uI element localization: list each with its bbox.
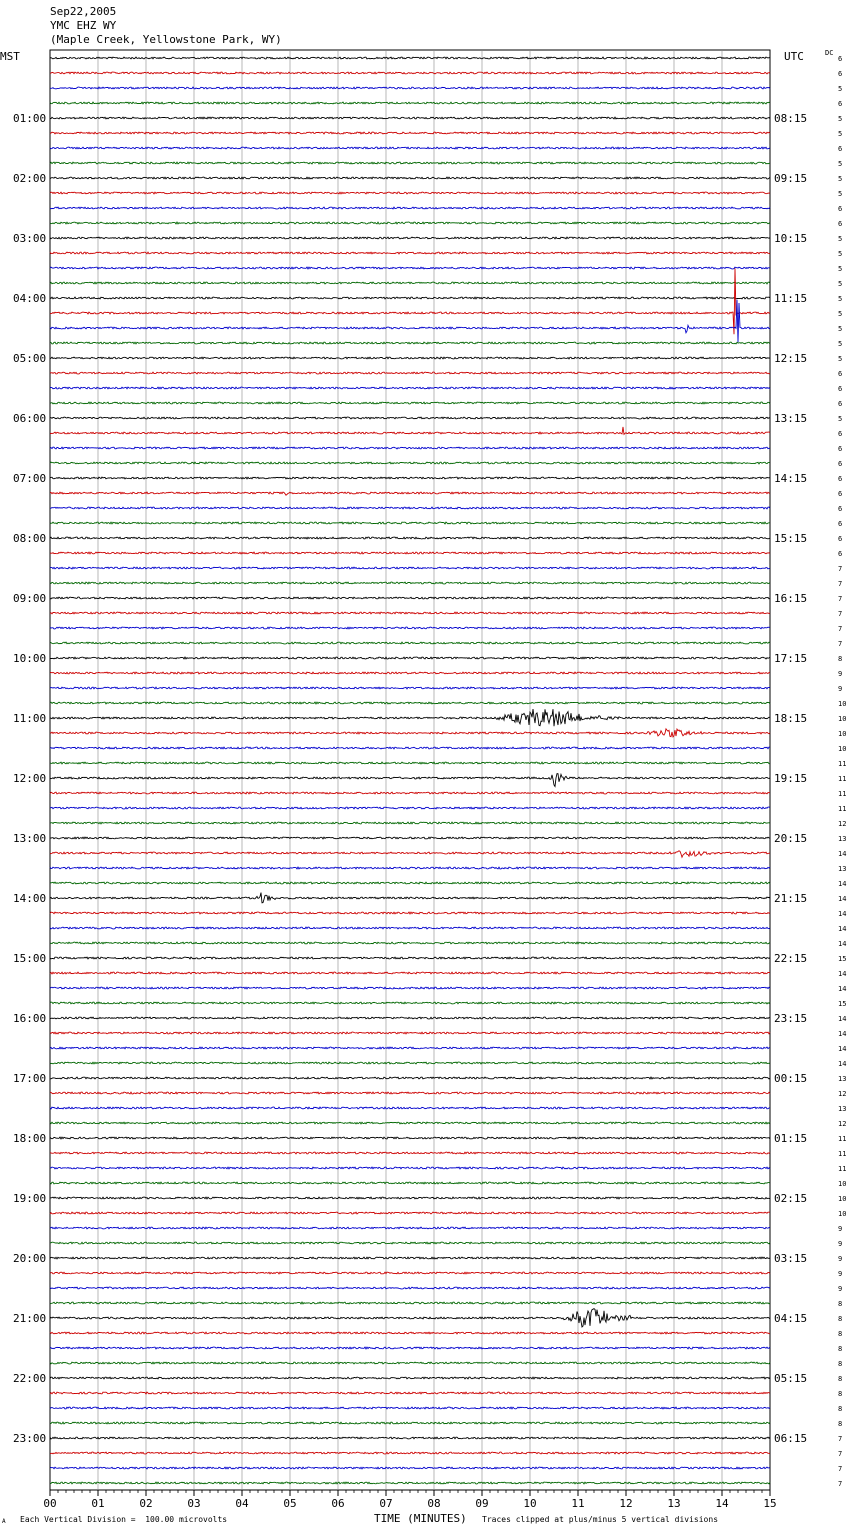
seismic-trace — [50, 492, 770, 495]
dc-offset-value: 11 — [838, 775, 847, 783]
seismic-trace — [50, 867, 770, 869]
seismic-trace — [50, 72, 770, 74]
dc-offset-value: 13 — [838, 1105, 847, 1113]
right-hour-label: 10:15 — [774, 232, 808, 245]
dc-offset-value: 5 — [838, 295, 843, 303]
left-hour-label: 03:00 — [13, 232, 47, 245]
dc-offset-value: 8 — [838, 1345, 843, 1353]
right-hour-label: 20:15 — [774, 832, 808, 845]
right-hour-label: 11:15 — [774, 292, 808, 305]
dc-offset-value: 8 — [838, 1405, 843, 1413]
seismic-trace — [50, 1032, 770, 1034]
seismic-trace — [50, 1287, 770, 1289]
dc-offset-value: 9 — [838, 1240, 843, 1248]
seismic-trace — [50, 882, 770, 884]
seismic-trace — [50, 1152, 770, 1154]
right-hour-label: 21:15 — [774, 892, 808, 905]
dc-offset-value: 14 — [838, 880, 847, 888]
seismic-trace — [50, 627, 770, 629]
dc-offset-value: 7 — [838, 1450, 843, 1458]
dc-offset-value: 12 — [838, 1090, 847, 1098]
seismic-trace — [50, 192, 770, 194]
dc-offset-value: 10 — [838, 730, 847, 738]
seismic-trace — [50, 1422, 770, 1424]
left-hour-label: 08:00 — [13, 532, 47, 545]
seismic-trace — [50, 657, 770, 659]
dc-offset-value: 9 — [838, 1225, 843, 1233]
dc-offset-value: 10 — [838, 715, 847, 723]
seismic-trace — [50, 162, 770, 164]
seismic-trace — [50, 597, 770, 599]
left-hour-label: 12:00 — [13, 772, 47, 785]
dc-offset-value: 14 — [838, 970, 847, 978]
x-tick-label: 15 — [763, 1497, 777, 1510]
right-hour-label: 14:15 — [774, 472, 808, 485]
seismic-trace — [50, 300, 770, 343]
dc-label: DC — [825, 49, 834, 57]
dc-offset-value: 12 — [838, 820, 847, 828]
seismic-trace — [50, 957, 770, 959]
dc-offset-value: 5 — [838, 280, 843, 288]
seismic-trace — [50, 102, 770, 104]
seismic-trace — [50, 132, 770, 134]
left-hour-label: 07:00 — [13, 472, 47, 485]
seismic-trace — [50, 927, 770, 929]
seismic-trace — [50, 252, 770, 254]
left-hour-label: 04:00 — [13, 292, 47, 305]
left-hour-label: 23:00 — [13, 1432, 47, 1445]
seismic-trace — [50, 642, 770, 644]
left-hour-label: 05:00 — [13, 352, 47, 365]
dc-offset-value: 11 — [838, 1150, 847, 1158]
seismic-trace — [50, 522, 770, 524]
dc-offset-value: 6 — [838, 460, 843, 468]
seismic-trace — [50, 792, 770, 794]
seismic-trace — [50, 1242, 770, 1244]
right-hour-label: 08:15 — [774, 112, 808, 125]
dc-offset-value: 6 — [838, 145, 843, 153]
dc-offset-value: 8 — [838, 1360, 843, 1368]
x-axis-label: TIME (MINUTES) — [374, 1512, 467, 1525]
dc-offset-value: 5 — [838, 325, 843, 333]
dc-offset-value: 8 — [838, 1390, 843, 1398]
left-hour-label: 06:00 — [13, 412, 47, 425]
dc-offset-value: 10 — [838, 700, 847, 708]
right-hour-label: 15:15 — [774, 532, 808, 545]
left-hour-label: 10:00 — [13, 652, 47, 665]
seismic-trace — [50, 837, 770, 839]
left-hour-label: 18:00 — [13, 1132, 47, 1145]
dc-offset-value: 6 — [838, 370, 843, 378]
left-hour-label: 14:00 — [13, 892, 47, 905]
right-hour-label: 03:15 — [774, 1252, 808, 1265]
dc-offset-value: 6 — [838, 70, 843, 78]
dc-offset-value: 14 — [838, 910, 847, 918]
seismic-trace — [50, 612, 770, 614]
seismic-trace — [50, 942, 770, 944]
dc-offset-value: 6 — [838, 220, 843, 228]
left-timezone-label: MST — [0, 50, 20, 63]
dc-offset-value: 6 — [838, 490, 843, 498]
right-hour-label: 16:15 — [774, 592, 808, 605]
dc-offset-value: 14 — [838, 940, 847, 948]
seismic-trace — [50, 297, 770, 299]
right-hour-label: 06:15 — [774, 1432, 808, 1445]
dc-offset-value: 5 — [838, 355, 843, 363]
seismic-trace — [50, 1467, 770, 1469]
dc-offset-value: 15 — [838, 1000, 847, 1008]
dc-offset-value: 5 — [838, 250, 843, 258]
seismic-trace — [50, 1182, 770, 1184]
x-tick-label: 02 — [139, 1497, 153, 1510]
dc-offset-value: 5 — [838, 310, 843, 318]
seismic-trace — [50, 1047, 770, 1049]
dc-offset-value: 5 — [838, 160, 843, 168]
dc-offset-value: 9 — [838, 1255, 843, 1263]
dc-offset-value: 14 — [838, 1030, 847, 1038]
dc-offset-value: 7 — [838, 610, 843, 618]
left-hour-label: 11:00 — [13, 712, 47, 725]
seismic-trace — [50, 402, 770, 404]
seismic-trace — [50, 1257, 770, 1259]
station-name: YMC EHZ WY — [50, 19, 117, 32]
dc-offset-value: 7 — [838, 595, 843, 603]
dc-offset-value: 6 — [838, 520, 843, 528]
seismic-trace — [50, 1272, 770, 1274]
dc-offset-value: 12 — [838, 1120, 847, 1128]
seismic-trace — [50, 237, 770, 239]
left-hour-label: 17:00 — [13, 1072, 47, 1085]
dc-offset-value: 5 — [838, 415, 843, 423]
seismic-trace — [50, 1017, 770, 1019]
right-hour-label: 04:15 — [774, 1312, 808, 1325]
seismic-trace — [50, 1392, 770, 1394]
seismic-trace — [50, 774, 770, 787]
seismic-trace — [50, 267, 770, 269]
left-hour-label: 01:00 — [13, 112, 47, 125]
dc-offset-value: 14 — [838, 850, 847, 858]
seismic-trace — [50, 87, 770, 89]
left-hour-label: 09:00 — [13, 592, 47, 605]
seismic-trace — [50, 709, 770, 726]
seismic-trace — [50, 672, 770, 674]
seismic-trace — [50, 1377, 770, 1379]
dc-offset-value: 13 — [838, 1075, 847, 1083]
dc-offset-value: 14 — [838, 1045, 847, 1053]
seismic-trace — [50, 851, 770, 857]
dc-offset-value: 10 — [838, 1195, 847, 1203]
seismic-trace — [50, 729, 770, 737]
x-tick-label: 03 — [187, 1497, 201, 1510]
dc-offset-value: 15 — [838, 955, 847, 963]
seismic-trace — [50, 702, 770, 704]
seismic-trace — [50, 912, 770, 914]
seismic-trace — [50, 372, 770, 374]
seismic-trace — [50, 1122, 770, 1124]
seismic-trace — [50, 477, 770, 479]
dc-offset-value: 11 — [838, 805, 847, 813]
seismic-trace — [50, 822, 770, 824]
dc-offset-value: 5 — [838, 235, 843, 243]
left-hour-label: 22:00 — [13, 1372, 47, 1385]
x-tick-label: 11 — [571, 1497, 585, 1510]
dc-offset-value: 8 — [838, 1375, 843, 1383]
seismic-trace — [50, 1482, 770, 1484]
station-location: (Maple Creek, Yellowstone Park, WY) — [50, 33, 282, 46]
dc-offset-value: 10 — [838, 1180, 847, 1188]
seismic-trace — [50, 1212, 770, 1214]
seismic-trace — [50, 1107, 770, 1109]
dc-offset-value: 5 — [838, 265, 843, 273]
dc-offset-value: 5 — [838, 130, 843, 138]
x-tick-label: 09 — [475, 1497, 489, 1510]
left-hour-label: 19:00 — [13, 1192, 47, 1205]
seismic-trace — [50, 222, 770, 224]
seismic-trace — [50, 1362, 770, 1364]
seismic-trace — [50, 1167, 770, 1169]
seismic-trace — [50, 687, 770, 689]
seismic-trace — [50, 1407, 770, 1409]
dc-offset-value: 8 — [838, 1315, 843, 1323]
left-hour-label: 02:00 — [13, 172, 47, 185]
seismic-trace — [50, 987, 770, 989]
seismic-trace — [50, 537, 770, 539]
x-tick-label: 07 — [379, 1497, 393, 1510]
x-tick-label: 00 — [43, 1497, 57, 1510]
seismic-trace — [50, 1332, 770, 1334]
dc-offset-value: 10 — [838, 1210, 847, 1218]
right-hour-label: 02:15 — [774, 1192, 808, 1205]
seismic-trace — [50, 1437, 770, 1439]
seismic-trace — [50, 1227, 770, 1229]
x-tick-label: 12 — [619, 1497, 633, 1510]
seismic-trace — [50, 747, 770, 749]
dc-offset-value: 8 — [838, 655, 843, 663]
seismic-trace — [50, 893, 770, 903]
dc-offset-value: 5 — [838, 115, 843, 123]
seismic-trace — [50, 427, 770, 435]
scale-note: Each Vertical Division = 100.00 microvolts — [20, 1515, 228, 1524]
right-hour-label: 22:15 — [774, 952, 808, 965]
seismic-trace — [50, 1347, 770, 1349]
right-hour-label: 01:15 — [774, 1132, 808, 1145]
dc-offset-value: 6 — [838, 550, 843, 558]
left-hour-label: 21:00 — [13, 1312, 47, 1325]
right-hour-label: 19:15 — [774, 772, 808, 785]
record-date: Sep22,2005 — [50, 5, 117, 18]
seismic-trace — [50, 357, 770, 359]
dc-offset-value: 7 — [838, 625, 843, 633]
dc-offset-value: 6 — [838, 445, 843, 453]
x-tick-label: 04 — [235, 1497, 249, 1510]
dc-offset-value: 8 — [838, 1420, 843, 1428]
right-timezone-label: UTC — [784, 50, 804, 63]
seismic-trace — [50, 207, 770, 209]
seismic-trace — [50, 268, 770, 334]
dc-offset-value: 14 — [838, 1015, 847, 1023]
x-tick-label: 08 — [427, 1497, 441, 1510]
corner-mark: A — [2, 1518, 6, 1525]
seismic-trace — [50, 1092, 770, 1094]
seismic-trace — [50, 57, 770, 59]
seismic-trace — [50, 462, 770, 464]
dc-offset-value: 6 — [838, 535, 843, 543]
dc-offset-value: 11 — [838, 1135, 847, 1143]
seismic-trace — [50, 1062, 770, 1064]
dc-offset-value: 5 — [838, 340, 843, 348]
right-hour-label: 09:15 — [774, 172, 808, 185]
seismic-trace — [50, 1197, 770, 1199]
dc-offset-value: 9 — [838, 1285, 843, 1293]
seismic-trace — [50, 387, 770, 389]
seismic-trace — [50, 447, 770, 449]
dc-offset-value: 9 — [838, 670, 843, 678]
seismic-trace — [50, 972, 770, 974]
seismic-trace — [50, 282, 770, 284]
dc-offset-value: 11 — [838, 1165, 847, 1173]
dc-offset-value: 7 — [838, 565, 843, 573]
dc-offset-value: 8 — [838, 1330, 843, 1338]
right-hour-label: 00:15 — [774, 1072, 808, 1085]
x-tick-label: 05 — [283, 1497, 297, 1510]
seismic-trace — [50, 552, 770, 554]
right-hour-label: 17:15 — [774, 652, 808, 665]
left-hour-label: 13:00 — [13, 832, 47, 845]
dc-offset-value: 7 — [838, 580, 843, 588]
seismic-trace — [50, 1002, 770, 1004]
dc-offset-value: 9 — [838, 1270, 843, 1278]
seismic-trace — [50, 582, 770, 584]
dc-offset-value: 6 — [838, 505, 843, 513]
dc-offset-value: 7 — [838, 1465, 843, 1473]
seismic-trace — [50, 567, 770, 569]
right-hour-label: 13:15 — [774, 412, 808, 425]
right-hour-label: 05:15 — [774, 1372, 808, 1385]
dc-offset-value: 14 — [838, 985, 847, 993]
dc-offset-value: 6 — [838, 205, 843, 213]
right-hour-label: 18:15 — [774, 712, 808, 725]
right-hour-label: 12:15 — [774, 352, 808, 365]
dc-offset-value: 11 — [838, 790, 847, 798]
x-tick-label: 06 — [331, 1497, 345, 1510]
dc-offset-value: 5 — [838, 190, 843, 198]
dc-offset-value: 14 — [838, 1060, 847, 1068]
seismic-trace — [50, 147, 770, 149]
seismic-trace — [50, 177, 770, 179]
dc-offset-value: 14 — [838, 895, 847, 903]
dc-offset-value: 8 — [838, 1300, 843, 1308]
seismic-trace — [50, 762, 770, 764]
seismic-trace — [50, 1452, 770, 1454]
seismic-trace — [50, 117, 770, 119]
seismic-trace — [50, 1137, 770, 1139]
dc-offset-value: 13 — [838, 865, 847, 873]
dc-offset-value: 5 — [838, 85, 843, 93]
seismic-trace — [50, 1309, 770, 1327]
x-tick-label: 14 — [715, 1497, 729, 1510]
dc-offset-value: 7 — [838, 1435, 843, 1443]
clip-note: Traces clipped at plus/minus 5 vertical divisions — [482, 1515, 719, 1524]
dc-offset-value: 7 — [838, 640, 843, 648]
dc-offset-value: 6 — [838, 100, 843, 108]
x-tick-label: 01 — [91, 1497, 105, 1510]
dc-offset-value: 7 — [838, 1480, 843, 1488]
seismic-trace — [50, 417, 770, 419]
left-hour-label: 16:00 — [13, 1012, 47, 1025]
dc-offset-value: 6 — [838, 385, 843, 393]
seismic-trace — [50, 1302, 770, 1304]
dc-offset-value: 10 — [838, 745, 847, 753]
dc-offset-value: 5 — [838, 175, 843, 183]
seismic-trace — [50, 1077, 770, 1079]
seismic-trace — [50, 507, 770, 509]
dc-offset-value: 13 — [838, 835, 847, 843]
dc-offset-value: 11 — [838, 760, 847, 768]
dc-offset-value: 6 — [838, 430, 843, 438]
dc-offset-value: 6 — [838, 400, 843, 408]
left-hour-label: 15:00 — [13, 952, 47, 965]
x-tick-label: 13 — [667, 1497, 681, 1510]
plot-frame — [50, 50, 770, 1490]
dc-offset-value: 6 — [838, 55, 843, 63]
left-hour-label: 20:00 — [13, 1252, 47, 1265]
right-hour-label: 23:15 — [774, 1012, 808, 1025]
dc-offset-value: 6 — [838, 475, 843, 483]
x-tick-label: 10 — [523, 1497, 537, 1510]
dc-offset-value: 9 — [838, 685, 843, 693]
seismic-trace — [50, 807, 770, 809]
dc-offset-value: 14 — [838, 925, 847, 933]
seismic-trace — [50, 342, 770, 344]
